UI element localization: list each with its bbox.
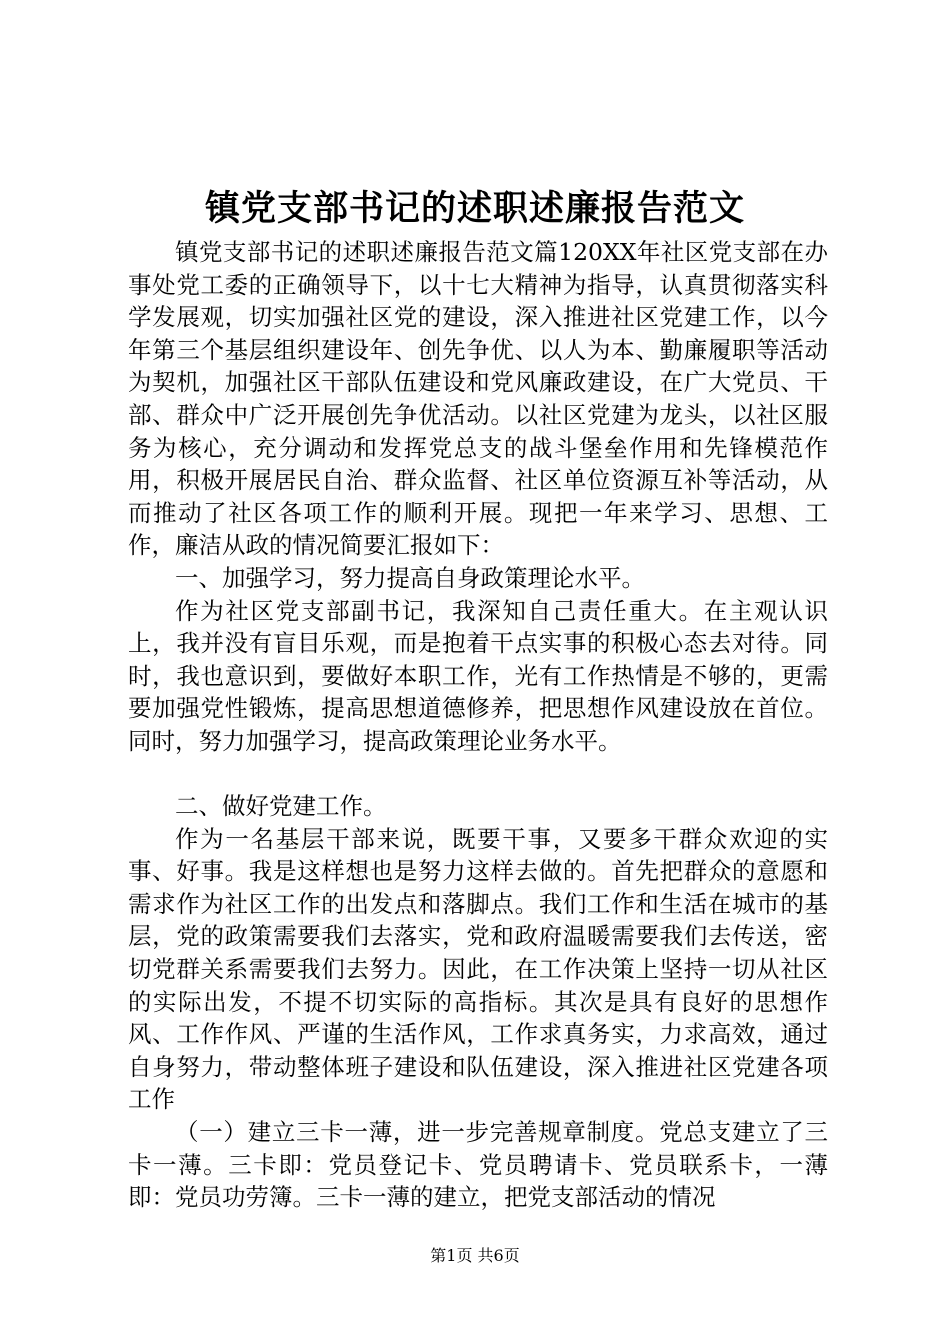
document-title: 镇党支部书记的述职述廉报告范文 [204, 189, 745, 229]
section-heading-1: 一、加强学习，努力提高自身政策理论水平。 [175, 563, 645, 592]
paragraph-study: 作为社区党支部副书记，我深知自己责任重大。在主观认识上，我并没有盲目乐观，而是抱着干点实事的积极心态去对待。同时，我也意识到，要做好本职工作，光有工作热情是不够的，更需要加强党性锻炼，提高思想道德修养，把思想作风建设放在首位。同时，努力加强学习，提高政策理论业务水平。 [128, 596, 828, 755]
paragraph-intro: 镇党支部书记的述职述廉报告范文篇120XX年社区党支部在办事处党工委的正确领导下，以十七大精神为指导，认真贯彻落实科学发展观，切实加强社区党的建设，深入推进社区党建工作，以今年第三个基层组织建设年、创先争优、以人为本、勤廉履职等活动为契机，加强社区干部队伍建设和党风廉政建设，在广大党员、干部、群众中广泛开展创先争优活动。以社区党建为龙头，以社区服务为核心，充分调动和发挥党总支的战斗堡垒作用和先锋模范作用，积极开展居民自治、群众监督、社区单位资源互补等活动，从而推动了社区各项工作的顺利开展。现把一年来学习、思想、工作，廉洁从政的情况简要汇报如下： [128, 238, 828, 560]
paragraph-party-building: 作为一名基层干部来说，既要干事，又要多干群众欢迎的实事、好事。我是这样想也是努力这样去做的。首先把群众的意愿和需求作为社区工作的出发点和落脚点。我们工作和生活在城市的基层，党的政策需要我们去落实，党和政府温暖需要我们去传送，密切党群关系需要我们去努力。因此，在工作决策上坚持一切从社区的实际出发，不提不切实际的高指标。其次是具有良好的思想作风、工作作风、严谨的生活作风，工作求真务实，力求高效，通过自身努力，带动整体班子建设和队伍建设，深入推进社区党建各项工作 [128, 824, 828, 1114]
page-footer: 第1页 共6页 [430, 1246, 520, 1265]
section-heading-2: 二、做好党建工作。 [175, 792, 387, 821]
paragraph-three-cards: （一）建立三卡一薄，进一步完善规章制度。党总支建立了三卡一薄。三卡即：党员登记卡、党员聘请卡、党员联系卡，一薄即：党员功劳簿。三卡一薄的建立，把党支部活动的情况 [128, 1118, 828, 1212]
document-body [128, 236, 828, 1214]
